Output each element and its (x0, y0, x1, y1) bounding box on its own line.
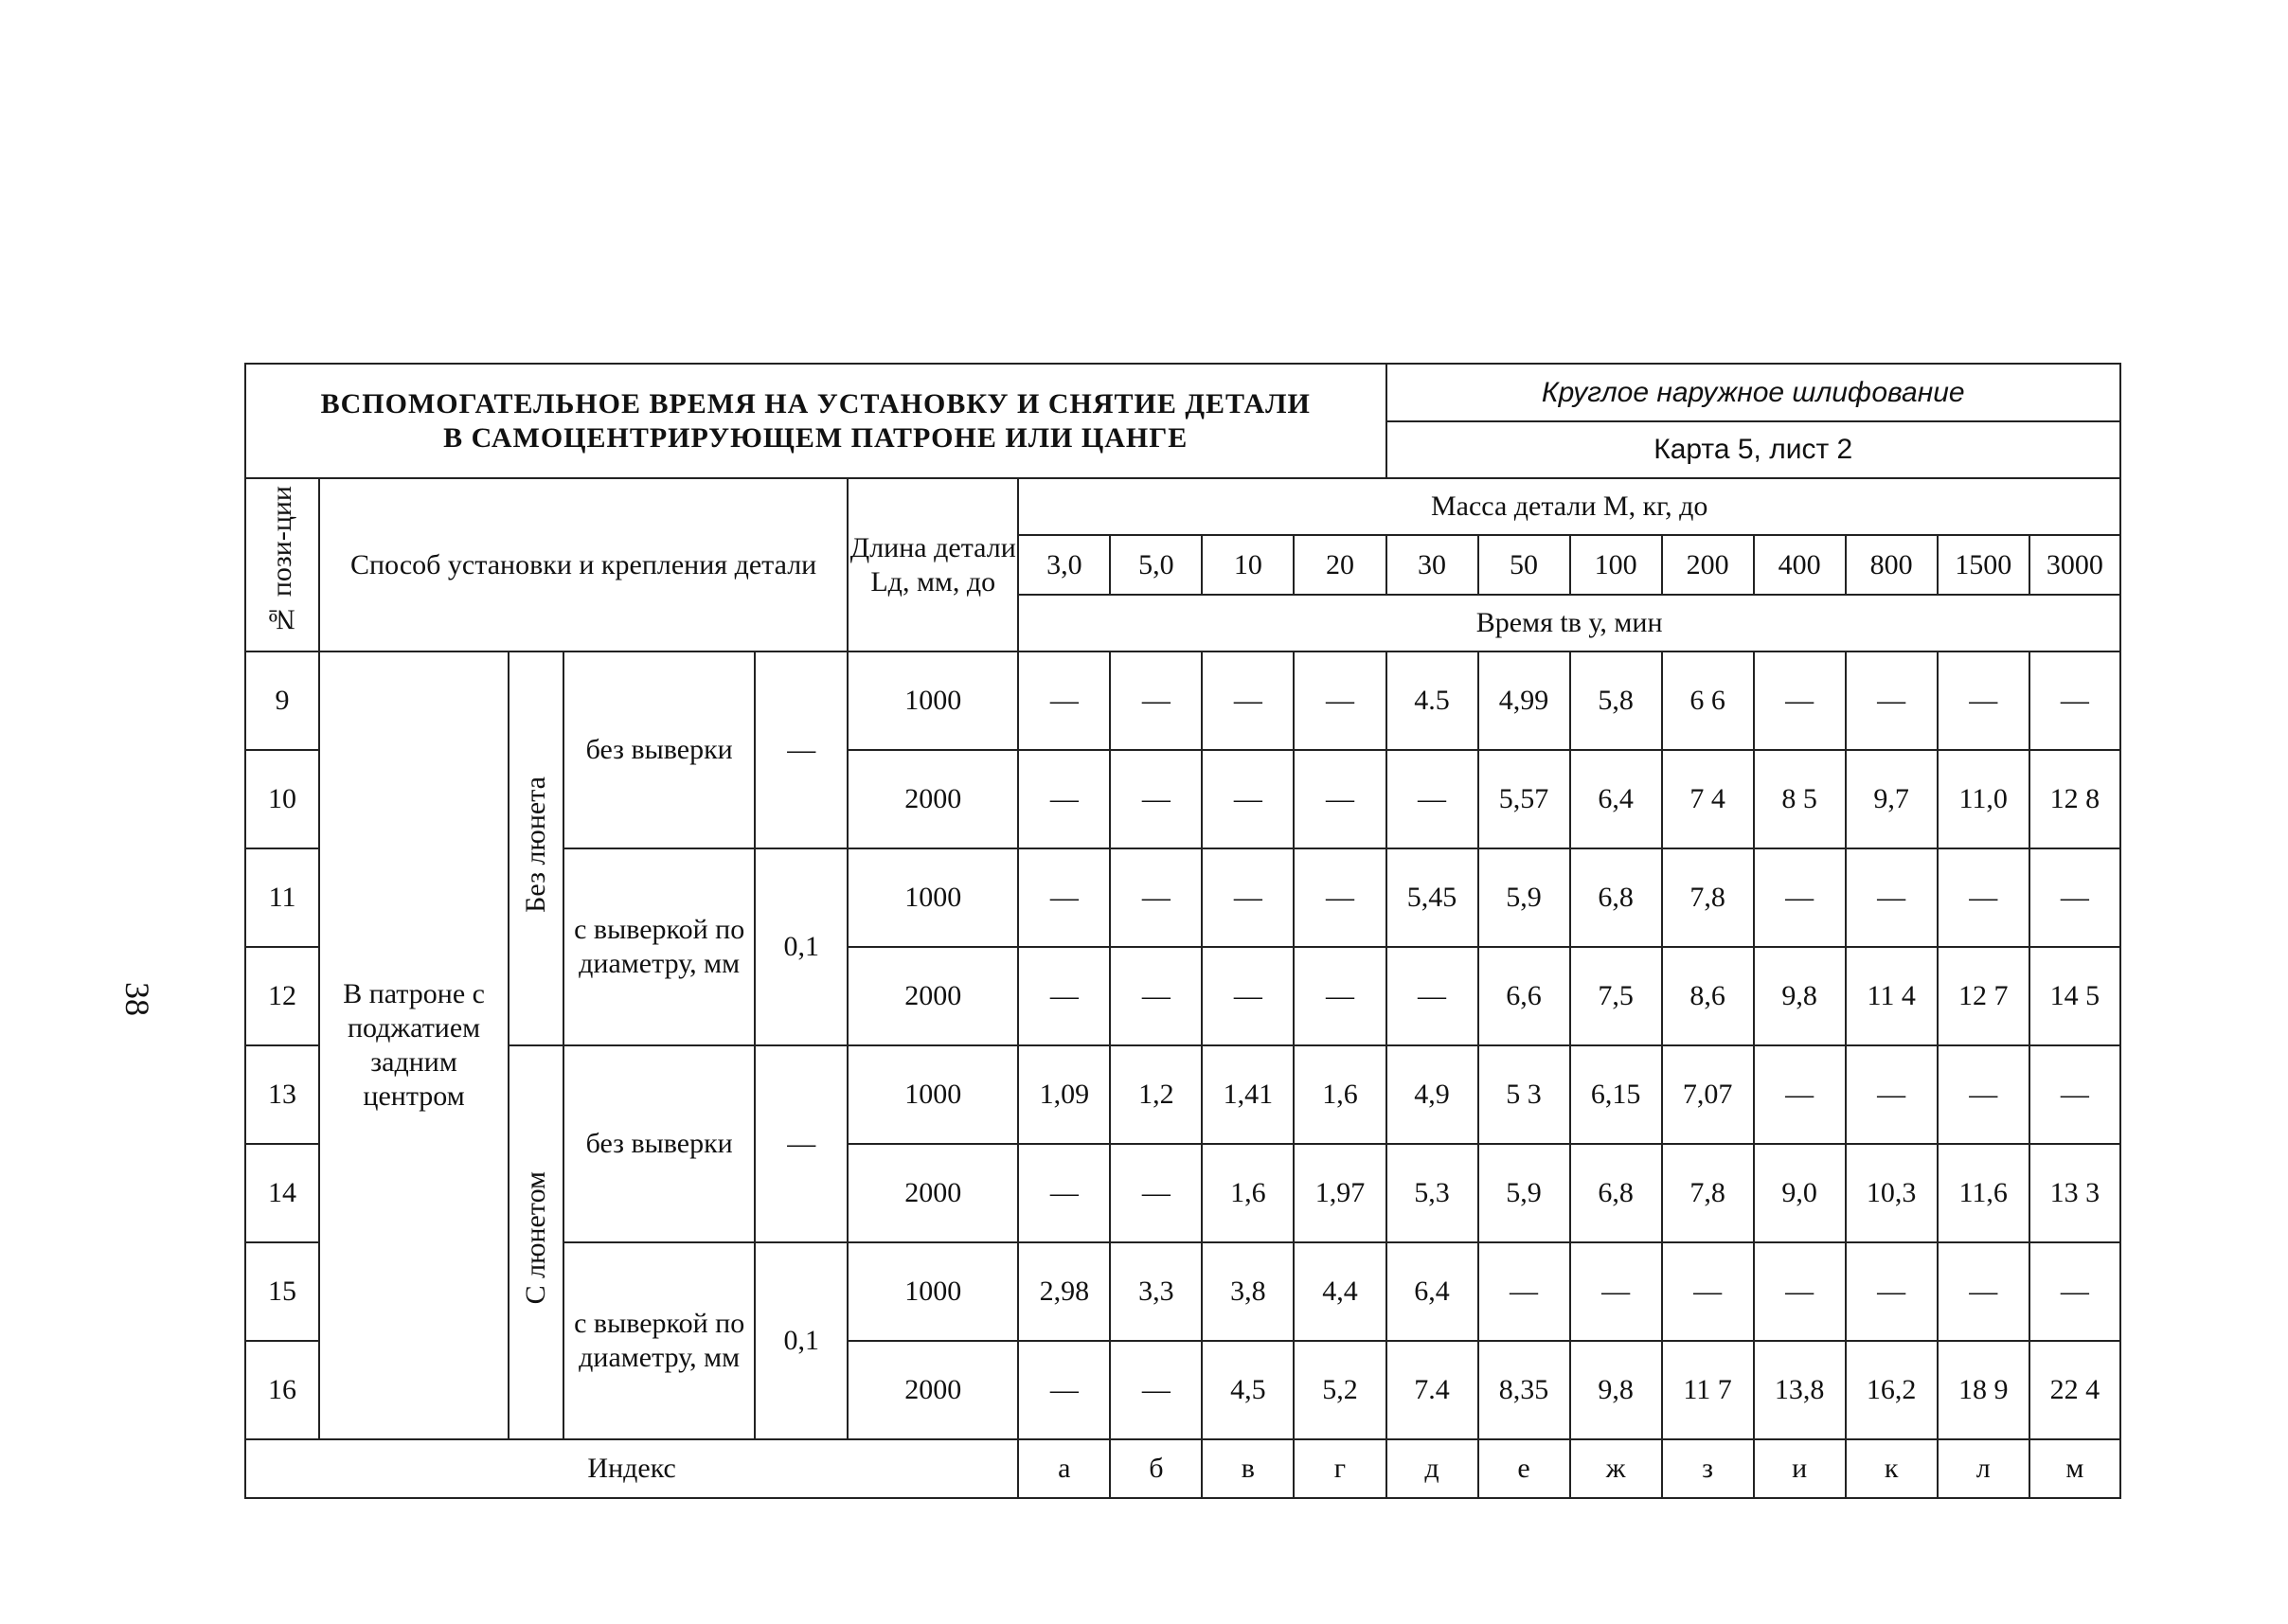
time-value: — (1202, 750, 1294, 848)
time-value: — (1570, 1242, 1662, 1341)
length-value: 1000 (848, 651, 1018, 750)
length-value: 1000 (848, 848, 1018, 947)
time-value: 6,8 (1570, 848, 1662, 947)
position-number: 16 (245, 1341, 319, 1439)
mass-column-header: 10 (1202, 535, 1294, 595)
time-value: 5,3 (1386, 1144, 1478, 1242)
time-value: 4,5 (1202, 1341, 1294, 1439)
time-value: 18 9 (1938, 1341, 2029, 1439)
position-number: 10 (245, 750, 319, 848)
time-value: 5,2 (1294, 1341, 1385, 1439)
time-value: — (2029, 1045, 2120, 1144)
position-number: 12 (245, 947, 319, 1045)
time-value: 16,2 (1846, 1341, 1938, 1439)
time-value: — (1386, 947, 1478, 1045)
time-value: 7 4 (1662, 750, 1754, 848)
time-value: — (1294, 848, 1385, 947)
time-value: 12 8 (2029, 750, 2120, 848)
mass-column-header: 1500 (1938, 535, 2029, 595)
time-value: — (1110, 651, 1202, 750)
mass-column-header: 3000 (2029, 535, 2120, 595)
position-header (245, 478, 319, 651)
time-value: 3,3 (1110, 1242, 1202, 1341)
position-number: 13 (245, 1045, 319, 1144)
time-header: Время tв у, мин (1018, 595, 2120, 651)
time-value: 1,41 (1202, 1045, 1294, 1144)
group-no-steady-rest-text: Без люнета (520, 776, 552, 913)
group-with-steady-rest (509, 1045, 563, 1439)
method-without-alignment: без выверки (563, 651, 755, 848)
index-letter: м (2029, 1439, 2120, 1498)
time-value: — (1294, 651, 1385, 750)
time-value: — (1202, 848, 1294, 947)
time-value: 2,98 (1018, 1242, 1110, 1341)
mass-column-header: 5,0 (1110, 535, 1202, 595)
position-number: 9 (245, 651, 319, 750)
time-value: — (1018, 947, 1110, 1045)
time-value: 13,8 (1754, 1341, 1846, 1439)
time-value: — (1202, 651, 1294, 750)
time-value: — (1110, 1341, 1202, 1439)
index-letter: д (1386, 1439, 1478, 1498)
setup-method: В патроне с поджатием задним центром (319, 651, 509, 1439)
auxiliary-time-table (244, 363, 2121, 1499)
alignment-tolerance: 0,1 (755, 848, 848, 1045)
time-value: 12 7 (1938, 947, 2029, 1045)
index-letter: л (1938, 1439, 2029, 1498)
time-value: — (2029, 1242, 2120, 1341)
time-value: 8,6 (1662, 947, 1754, 1045)
group-with-steady-rest-text: С люнетом (520, 1171, 552, 1305)
time-value: 1,6 (1294, 1045, 1385, 1144)
time-value: 6,4 (1386, 1242, 1478, 1341)
group-no-steady-rest (509, 651, 563, 1045)
time-value: 13 3 (2029, 1144, 2120, 1242)
time-value: — (1938, 1045, 2029, 1144)
time-value: 7,5 (1570, 947, 1662, 1045)
time-value: 7,07 (1662, 1045, 1754, 1144)
length-value: 2000 (848, 750, 1018, 848)
time-value: 1,6 (1202, 1144, 1294, 1242)
index-letter: е (1478, 1439, 1570, 1498)
time-value: — (1478, 1242, 1570, 1341)
mass-column-header: 20 (1294, 535, 1385, 595)
time-value: 5,9 (1478, 1144, 1570, 1242)
time-value: 22 4 (2029, 1341, 2120, 1439)
time-value: — (1018, 651, 1110, 750)
time-value: — (1018, 750, 1110, 848)
time-value: 7.4 (1386, 1341, 1478, 1439)
index-letter: в (1202, 1439, 1294, 1498)
time-value: — (1846, 1045, 1938, 1144)
position-number: 15 (245, 1242, 319, 1341)
time-value: 11 7 (1662, 1341, 1754, 1439)
time-value: — (2029, 651, 2120, 750)
time-value: — (1846, 1242, 1938, 1341)
time-value: 7,8 (1662, 848, 1754, 947)
time-value: — (1754, 1242, 1846, 1341)
time-value: 1,09 (1018, 1045, 1110, 1144)
time-value: 5,8 (1570, 651, 1662, 750)
position-header-text: № пози-ции (266, 486, 298, 635)
index-letter: и (1754, 1439, 1846, 1498)
alignment-tolerance: 0,1 (755, 1242, 848, 1439)
time-value: — (1754, 1045, 1846, 1144)
index-letter: б (1110, 1439, 1202, 1498)
mass-header: Масса детали М, кг, до (1018, 478, 2120, 535)
time-value: 5 3 (1478, 1045, 1570, 1144)
length-value: 2000 (848, 1144, 1018, 1242)
time-value: 5,9 (1478, 848, 1570, 947)
time-value: — (1110, 848, 1202, 947)
time-value: 1,2 (1110, 1045, 1202, 1144)
method-with-alignment: с выверкой по диаметру, мм (563, 848, 755, 1045)
title-line-1: ВСПОМОГАТЕЛЬНОЕ ВРЕМЯ НА УСТАНОВКУ И СНЯТИЕ ДЕТАЛИ (320, 387, 1311, 419)
time-value: — (1018, 1144, 1110, 1242)
time-value: 10,3 (1846, 1144, 1938, 1242)
time-value: — (1294, 947, 1385, 1045)
time-value: — (1754, 651, 1846, 750)
index-letter: ж (1570, 1439, 1662, 1498)
time-value: 11,0 (1938, 750, 2029, 848)
time-value: — (1110, 750, 1202, 848)
time-value: 5,45 (1386, 848, 1478, 947)
mass-column-header: 3,0 (1018, 535, 1110, 595)
mass-column-header: 800 (1846, 535, 1938, 595)
index-letter: з (1662, 1439, 1754, 1498)
time-value: — (1846, 651, 1938, 750)
mass-column-header: 50 (1478, 535, 1570, 595)
time-value: 4.5 (1386, 651, 1478, 750)
time-value: — (1754, 848, 1846, 947)
index-row (245, 1439, 2120, 1498)
index-letter: г (1294, 1439, 1385, 1498)
time-value: 9,0 (1754, 1144, 1846, 1242)
time-value: — (1662, 1242, 1754, 1341)
method-header: Способ установки и крепления детали (319, 478, 848, 651)
mass-column-header: 100 (1570, 535, 1662, 595)
time-value: — (1018, 848, 1110, 947)
time-value: 1,97 (1294, 1144, 1385, 1242)
length-value: 2000 (848, 1341, 1018, 1439)
alignment-tolerance: — (755, 1045, 848, 1242)
length-value: 1000 (848, 1242, 1018, 1341)
position-number: 11 (245, 848, 319, 947)
time-value: — (1110, 947, 1202, 1045)
time-value: 8 5 (1754, 750, 1846, 848)
table-row (245, 651, 2120, 750)
time-value: 11 4 (1846, 947, 1938, 1045)
time-value: — (1846, 848, 1938, 947)
time-value: — (1110, 1144, 1202, 1242)
time-value: 11,6 (1938, 1144, 2029, 1242)
length-value: 2000 (848, 947, 1018, 1045)
length-value: 1000 (848, 1045, 1018, 1144)
time-value: 8,35 (1478, 1341, 1570, 1439)
table-title (245, 364, 1386, 478)
time-value: 6 6 (1662, 651, 1754, 750)
time-value: — (1202, 947, 1294, 1045)
alignment-tolerance: — (755, 651, 848, 848)
card-sheet-label: Карта 5, лист 2 (1386, 421, 2121, 478)
length-header: Длина детали Lд, мм, до (848, 478, 1018, 651)
time-value: — (1294, 750, 1385, 848)
method-without-alignment: без выверки (563, 1045, 755, 1242)
time-value: 6,15 (1570, 1045, 1662, 1144)
time-value: 9,8 (1570, 1341, 1662, 1439)
time-value: 5,57 (1478, 750, 1570, 848)
index-letter: а (1018, 1439, 1110, 1498)
mass-column-header: 400 (1754, 535, 1846, 595)
time-value: — (2029, 848, 2120, 947)
method-with-alignment: с выверкой по диаметру, мм (563, 1242, 755, 1439)
page-number: 38 (118, 982, 156, 1016)
time-value: 3,8 (1202, 1242, 1294, 1341)
time-value: — (1938, 651, 2029, 750)
title-line-2: В САМОЦЕНТРИРУЮЩЕМ ПАТРОНЕ ИЛИ ЦАНГЕ (443, 421, 1189, 454)
position-number: 14 (245, 1144, 319, 1242)
time-value: 9,8 (1754, 947, 1846, 1045)
time-value: 6,4 (1570, 750, 1662, 848)
time-value: — (1938, 848, 2029, 947)
index-label: Индекс (245, 1439, 1018, 1498)
time-value: 14 5 (2029, 947, 2120, 1045)
time-value: — (1018, 1341, 1110, 1439)
time-value: 4,99 (1478, 651, 1570, 750)
index-letter: к (1846, 1439, 1938, 1498)
table-row (245, 1045, 2120, 1144)
time-value: 6,6 (1478, 947, 1570, 1045)
time-value: 4,9 (1386, 1045, 1478, 1144)
time-value: 6,8 (1570, 1144, 1662, 1242)
operation-subtitle: Круглое наружное шлифование (1386, 364, 2121, 421)
time-value: 9,7 (1846, 750, 1938, 848)
mass-column-header: 30 (1386, 535, 1478, 595)
time-value: — (1386, 750, 1478, 848)
time-value: 4,4 (1294, 1242, 1385, 1341)
time-value: 7,8 (1662, 1144, 1754, 1242)
time-value: — (1938, 1242, 2029, 1341)
mass-column-header: 200 (1662, 535, 1754, 595)
